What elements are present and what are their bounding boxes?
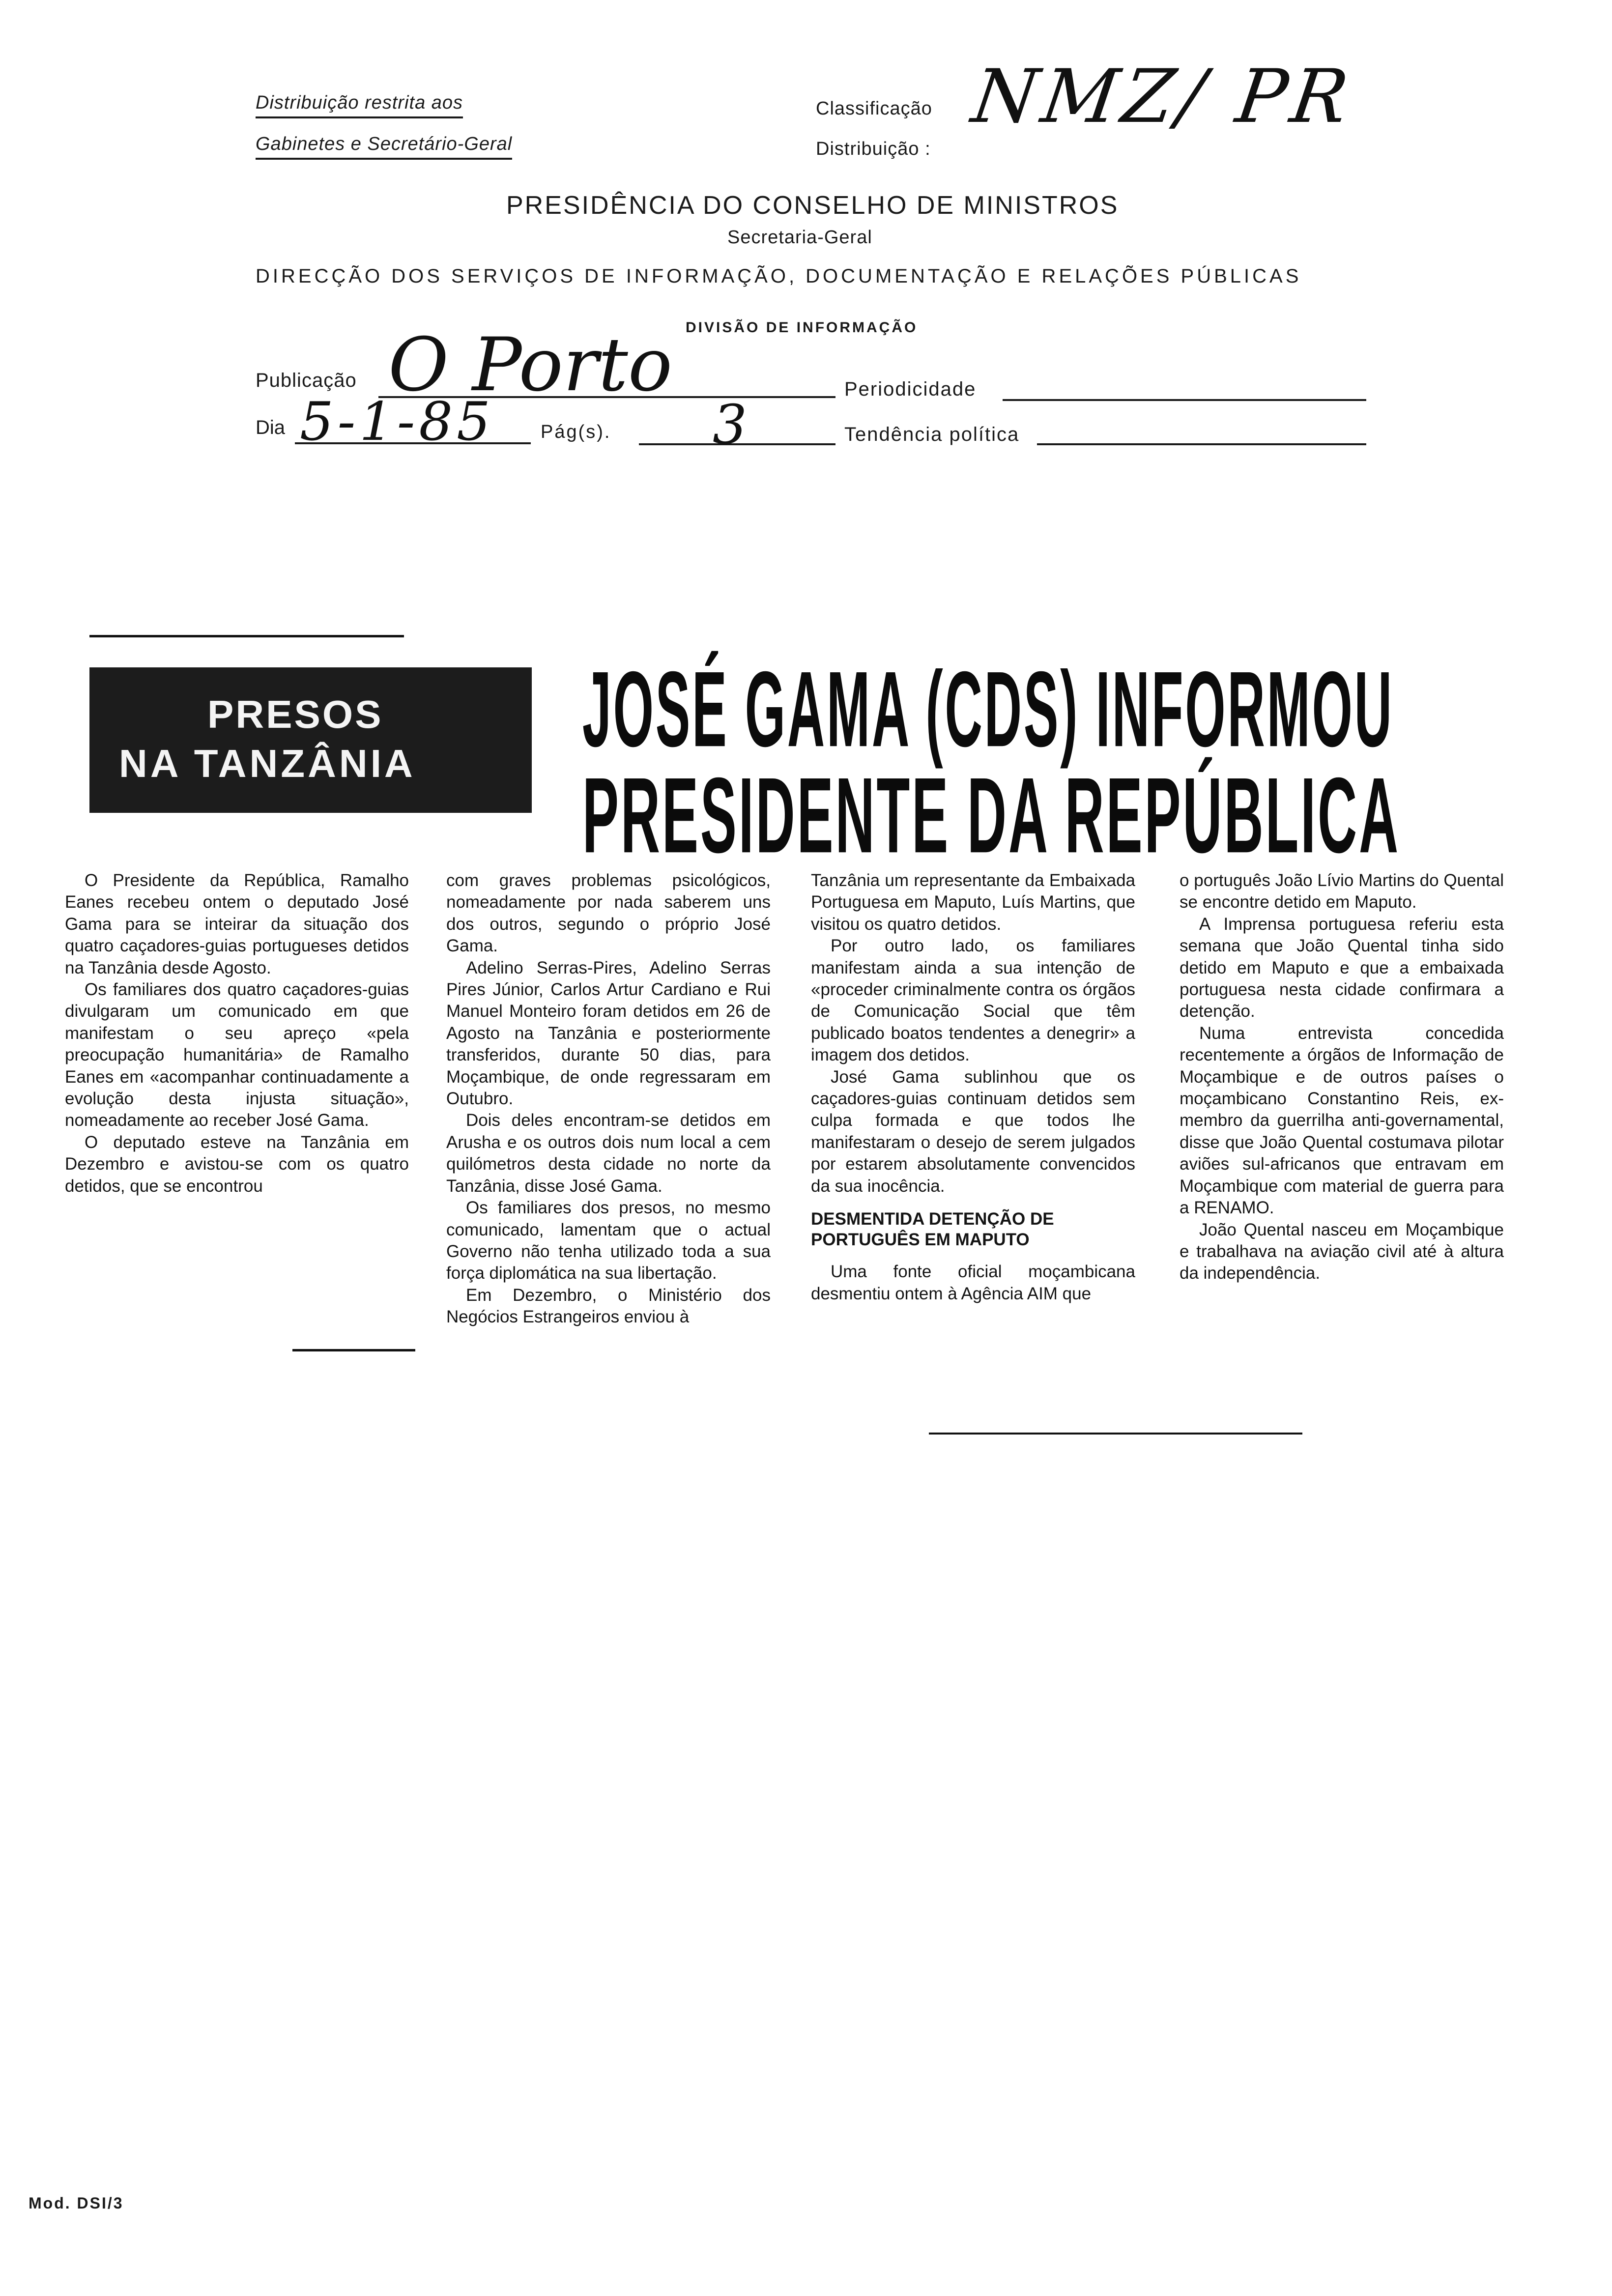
col1-para: Os familiares dos quatro caçadores-guias divulgaram um comunicado em que manifestam o seu apreço «pela preocupação humanitária» de Ramalho Eanes em «acompanhar continuadamente a evolução desta injusta situação», nomeadamente ao receber José Gama. xyxy=(65,980,409,1130)
periodicidade-field xyxy=(1003,379,1366,401)
periodicidade-label: Periodicidade xyxy=(844,378,977,400)
tendencia-label: Tendência política xyxy=(844,424,1020,445)
publicacao-label: Publicação xyxy=(256,370,357,391)
dia-label: Dia xyxy=(256,417,286,438)
col1-para: O deputado esteve na Tanzânia em Dezembro e avistou-se com os quatro detidos, que se encontrou xyxy=(65,1132,409,1196)
restricted-distribution-line1: Distribuição restrita aos xyxy=(256,92,463,118)
dia-value: 5-1-85 xyxy=(300,391,494,453)
article-column-1 xyxy=(65,870,409,1197)
col2-para: Em Dezembro, o Ministério dos Negócios Estrangeiros enviou à xyxy=(446,1285,771,1327)
col4-para: João Quental nasceu em Moçambique e trabalhava na aviação civil até à altura da independência. xyxy=(1180,1220,1504,1283)
article-end-rule xyxy=(929,1433,1302,1435)
pags-label: Pág(s). xyxy=(541,422,611,442)
col3-para: Por outro lado, os familiares manifestam ainda a sua intenção de «proceder criminalmente contra os órgãos de Comunicação Social que têm publicado boatos tendentes a denegrir» a imagem dos detidos. xyxy=(811,936,1135,1065)
pags-value: 3 xyxy=(713,393,747,456)
org-title: PRESIDÊNCIA DO CONSELHO DE MINISTROS xyxy=(506,191,1119,220)
col3-subheading: DESMENTIDA DETENÇÃO DE PORTUGUÊS EM MAPUTO xyxy=(811,1209,1054,1250)
distribuicao-label: Distribuição : xyxy=(816,139,931,159)
col2-para: Adelino Serras-Pires, Adelino Serras Pires Júnior, Carlos Artur Cardiano e Rui Manuel Monteiro foram detidos em 26 de Agosto na Tanzânia e posteriormente transferidos, durante 50 dias, para Moçambique, de onde regressaram em Outubro. xyxy=(446,958,771,1109)
directorate-line: DIRECÇÃO DOS SERVIÇOS DE INFORMAÇÃO, DOCUMENTAÇÃO E RELAÇÕES PÚBLICAS xyxy=(256,265,1302,287)
pags-field xyxy=(639,393,835,456)
publicacao-value: O Porto xyxy=(388,322,673,408)
classificacao-label: Classificação xyxy=(816,98,932,119)
headline-line2: PRESIDENTE DA REPÚBLICA xyxy=(582,755,1401,875)
kicker-box xyxy=(89,667,532,813)
col4-para: Numa entrevista concedida recentemente a órgãos de Informação de Moçambique e de outros países o moçambicano Constantino Reis, ex-membro da guerrilha anti-governamental, disse que João Quental costumava pilotar aviões sul-africanos que entravam em Moçambique com material de guerra para a RENAMO. xyxy=(1180,1023,1504,1218)
col3-para: Tanzânia um representante da Embaixada Portuguesa em Maputo, Luís Martins, que visitou os quatro detidos. xyxy=(811,871,1135,934)
col4-para: o português João Lívio Martins do Quental se encontre detido em Maputo. xyxy=(1180,871,1504,912)
column-1-end-rule xyxy=(292,1349,415,1351)
article-column-2 xyxy=(446,870,771,1328)
headline-line1: JOSÉ GAMA (CDS) INFORMOU xyxy=(582,649,1394,769)
col1-para: O Presidente da República, Ramalho Eanes recebeu ontem o deputado José Gama para se inteirar da situação dos quatro caçadores-guias portugueses detidos na Tanzânia desde Agosto. xyxy=(65,871,409,977)
division-line: DIVISÃO DE INFORMAÇÃO xyxy=(686,319,918,336)
article-column-3 xyxy=(811,870,1135,1305)
col2-para: com graves problemas psicológicos, nomeadamente por nada saberem uns dos outros, segundo o próprio José Gama. xyxy=(446,871,771,956)
article-column-4 xyxy=(1180,870,1504,1285)
handwritten-classification: NMZ/ PR xyxy=(967,54,1358,140)
kicker-line1: PRESOS xyxy=(207,692,383,736)
col2-para: Os familiares dos presos, no mesmo comunicado, lamentam que o actual Governo não tenha utilizado toda a sua força diplomática na sua libertação. xyxy=(446,1198,771,1283)
kicker-line2: NA TANZÂNIA xyxy=(119,742,416,785)
tendencia-field xyxy=(1037,424,1366,445)
org-subtitle: Secretaria-Geral xyxy=(727,227,872,248)
col2-para: Dois deles encontram-se detidos em Arusha e os outros dois num local a cem quilómetros desta cidade no norte da Tanzânia, disse José Gama. xyxy=(446,1111,771,1196)
form-code: Mod. DSI/3 xyxy=(29,2194,124,2212)
col3-para: Uma fonte oficial moçambicana desmentiu ontem à Agência AIM que xyxy=(811,1262,1135,1303)
top-rule xyxy=(89,635,404,637)
col4-para: A Imprensa portuguesa referiu esta semana que João Quental tinha sido detido em Maputo e que a embaixada portuguesa nesta cidade confirmara a detenção. xyxy=(1180,914,1504,1021)
dia-field xyxy=(295,391,531,453)
col3-para: José Gama sublinhou que os caçadores-guias continuam detidos sem culpa formada e que todos lhe manifestaram o desejo de serem julgados por estarem absolutamente convencidos da sua inocência. xyxy=(811,1067,1135,1196)
restricted-distribution-line2: Gabinetes e Secretário-Geral xyxy=(256,134,512,160)
